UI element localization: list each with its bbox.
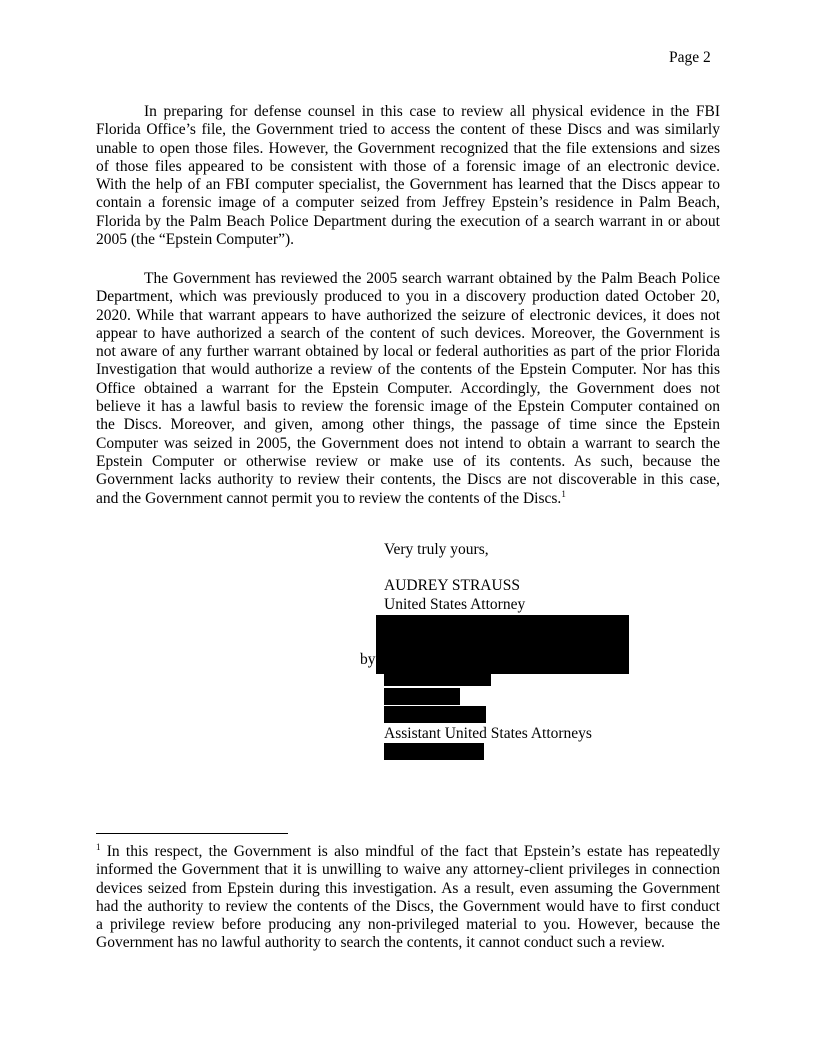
text-line: believe it has a lawful basis to review the forensic image of the Epstein Computer contained on (96, 398, 720, 416)
text-line: devices seized from Epstein during this investigation. As a result, even assuming the Government (96, 879, 720, 897)
text-line: Government has no lawful authority to search the contents, it cannot conduct such a review. (96, 934, 665, 952)
text-line: Investigation that would authorize a review of the contents of the Epstein Computer. Nor has this (96, 361, 720, 379)
text-line: Office obtained a warrant for the Epstein Computer. Accordingly, the Government does not (96, 379, 720, 397)
text-line: 2020. While that warrant appears to have authorized the seizure of electronic devices, it does not (96, 306, 720, 324)
text-line: the Discs. Moreover, and given, among other things, the passage of time since the Epstein (96, 416, 720, 434)
paragraph-discs-access (96, 103, 720, 249)
signatory-title: United States Attorney (384, 596, 526, 613)
text-line: The Government has reviewed the 2005 search warrant obtained by the Palm Beach Police (144, 270, 720, 287)
text-line: of those files appeared to be consistent with those of a forensic image of an electronic device. (96, 157, 720, 175)
signature-closing: Very truly yours, (384, 541, 489, 558)
text-line: In preparing for defense counsel in this case to review all physical evidence in the FBI (144, 103, 720, 120)
footnote-marker: 1 (96, 842, 101, 852)
redaction-block-name-1 (384, 674, 491, 686)
text-line: contain a forensic image of a computer seized from Jeffrey Epstein’s residence in Palm Beach, (96, 194, 720, 212)
redaction-block-name-3 (384, 706, 486, 723)
footnote (96, 843, 720, 953)
redaction-block-name-2 (384, 688, 460, 705)
text-line: appear to have authorized a search of the content of such devices. Moreover, the Government is (96, 324, 720, 342)
page-number: Page 2 (669, 49, 711, 66)
footnote-separator (96, 833, 288, 834)
redaction-block-contact (384, 743, 484, 760)
text-line-content: In this respect, the Government is also mindful of the fact that Epstein’s estate has repeatedly (106, 843, 720, 860)
signatory-name: AUDREY STRAUSS (384, 577, 520, 594)
footnote-reference[interactable]: 1 (561, 488, 566, 499)
text-line: With the help of an FBI computer specialist, the Government has learned that the Discs appear to (96, 176, 720, 194)
by-label: by (360, 651, 376, 668)
text-line (96, 490, 720, 508)
paragraph-search-warrant (96, 270, 720, 508)
text-line: a privilege review before producing any non-privileged material to you. However, because the (96, 916, 720, 934)
text-line (96, 843, 720, 861)
text-line: not aware of any further warrant obtained by local or federal authorities as part of the prior Florida (96, 343, 720, 361)
text-line-content: and the Government cannot permit you to review the contents of the Discs. (96, 489, 562, 507)
text-line: 2005 (the “Epstein Computer”). (96, 231, 295, 249)
text-line: Florida by the Palm Beach Police Department during the execution of a search warrant in or about (96, 212, 720, 230)
assistants-title: Assistant United States Attorneys (384, 725, 592, 742)
text-line: unable to open those files. However, the Government recognized that the file extensions and sizes (96, 139, 720, 157)
text-line: Computer was seized in 2005, the Government does not intend to obtain a warrant to search the (96, 434, 720, 452)
text-line: informed the Government that it is unwilling to waive any attorney-client privileges in connection (96, 861, 720, 879)
text-line: Epstein Computer or otherwise review or make use of its contents. As such, because the (96, 452, 720, 470)
text-line: Government lacks authority to review their contents, the Discs are not discoverable in this case, (96, 471, 720, 489)
text-line: had the authority to review the contents of the Discs, the Government would have to first conduct (96, 897, 720, 915)
redaction-block-signature (376, 615, 629, 674)
text-line: Florida Office’s file, the Government tried to access the content of these Discs and was similarly (96, 121, 720, 139)
text-line: Department, which was previously produced to you in a discovery production dated October 20, (96, 288, 720, 306)
